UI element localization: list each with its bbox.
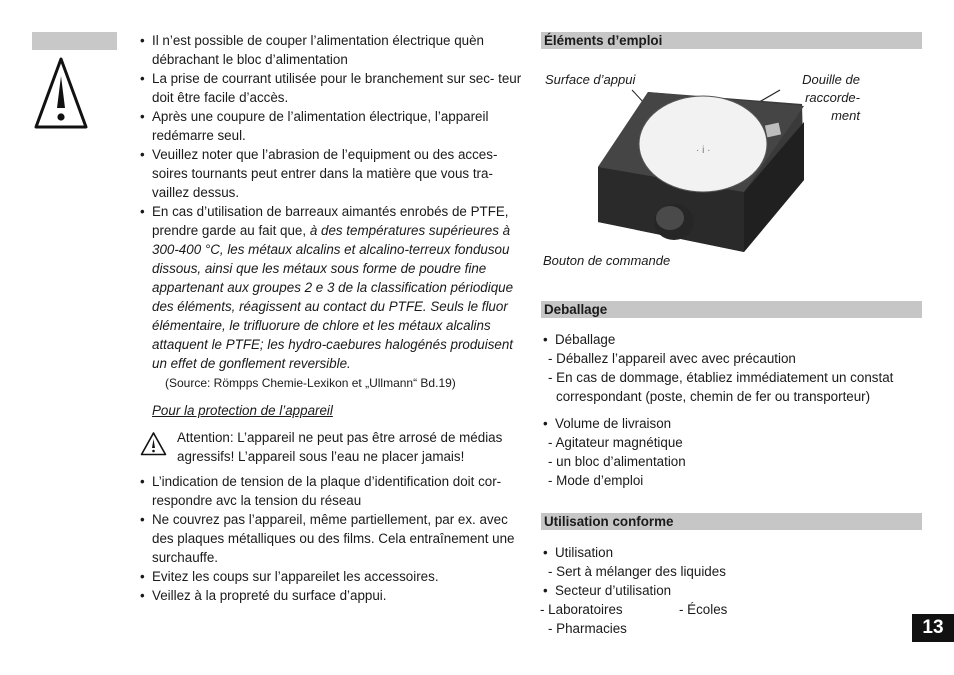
- source-note: (Source: Römpps Chemie-Lexikon et „Ullmann“ Bd.19): [165, 376, 456, 390]
- list-item: • Veuillez noter que l’abrasion de l’equipment ou des acces- soires tournants peut entrer dans la matière que vous tra- vaillez dessus.: [140, 145, 522, 202]
- margin-grey-bar: [32, 32, 117, 50]
- list-subitem: - Déballez l’appareil avec avec précaution: [548, 351, 796, 366]
- svg-text:· i ·: · i ·: [696, 145, 711, 156]
- list-item: • Après une coupure de l’alimentation électrique, l’appareil redémarre seul.: [140, 107, 522, 145]
- list-subitem: - Agitateur magnétique: [548, 435, 683, 450]
- section-heading-deballage: Deballage: [541, 301, 922, 318]
- caption-douille: Douille de raccorde- ment: [802, 72, 860, 123]
- list-item: • Veillez à la propreté du surface d’appui.: [140, 586, 522, 605]
- section-heading-utilisation: Utilisation conforme: [541, 513, 922, 530]
- list-subitem: - Sert à mélanger des liquides: [548, 564, 726, 579]
- safety-instructions: [140, 31, 522, 605]
- protection-heading: Pour la protection de l’appareil: [152, 403, 333, 418]
- list-item: • Il n’est possible de couper l’alimentation électrique quèn débrachant le bloc d’alimentation: [140, 31, 522, 69]
- attention-note: [140, 428, 522, 466]
- deballage-list: [543, 330, 923, 490]
- list-item: • Evitez les coups sur l’appareilet les accessoires.: [140, 567, 522, 586]
- list-subitem: - Pharmacies: [548, 621, 627, 636]
- list-item-ptfe: [140, 202, 522, 373]
- stirrer-illustration: [590, 82, 815, 262]
- list-subitem: - En cas de dommage, établiez immédiatement un constat correspondant (poste, chemin de fer ou transporteur): [548, 370, 894, 404]
- warning-triangle-icon: [33, 56, 89, 130]
- list-subitem: - Mode d’emploi: [548, 473, 644, 488]
- list-item: • Utilisation: [543, 543, 923, 562]
- list-item: • La prise de courrant utilisée pour le branchement sur sec- teur doit être facile d’accès.: [140, 69, 522, 107]
- page-number: 13: [912, 614, 954, 642]
- list-item: • Volume de livraison: [543, 414, 923, 433]
- attention-text: L’appareil ne peut pas être arrosé de médias agressifs! L’appareil sous l’eau ne placer jamais!: [177, 430, 503, 464]
- caption-bouton: Bouton de commande: [543, 253, 671, 268]
- list-subitem: - un bloc d’alimentation: [548, 454, 686, 469]
- list-item: • Ne couvrez pas l’appareil, même partiellement, par ex. avec des plaques métalliques ou des films. Cela entraînement une surchauffe.: [140, 510, 522, 567]
- section-heading-elements: Éléments d’emploi: [541, 32, 922, 49]
- ptfe-warning: à des températures supérieures à 300-400 °C, les métaux alcalins et alcalino-terreux fondusou dissous, ainsi que les métaux sous forme de poudre fine appartenant aux groupes 2 e 3 de la classification périodique des éléments, réagissent au contact du PTFE. Seuls le fluor élémentaire, le trifluorure de chlore et les métaux alcalins attaquent le PTFE; les hydro-caebures halogénés produisent un effet de gonflement reversible.: [152, 223, 514, 371]
- list-item: • L’indication de tension de la plaque d’identification doit cor- respondre avc la tension du réseau: [140, 472, 522, 510]
- utilisation-list: [540, 543, 923, 638]
- list-subitem: - Laboratoires - Écoles: [540, 602, 728, 617]
- attention-triangle-icon: [140, 431, 167, 456]
- ptfe-intro: En cas d’utilisation de barreaux aimantés enrobés de PTFE, prendre garde au fait que,: [152, 204, 509, 238]
- attention-label: Attention:: [177, 430, 234, 445]
- list-item: • Déballage: [543, 330, 923, 349]
- list-item: • Secteur d’utilisation: [543, 581, 923, 600]
- caption-surface: Surface d’appui: [545, 72, 636, 87]
